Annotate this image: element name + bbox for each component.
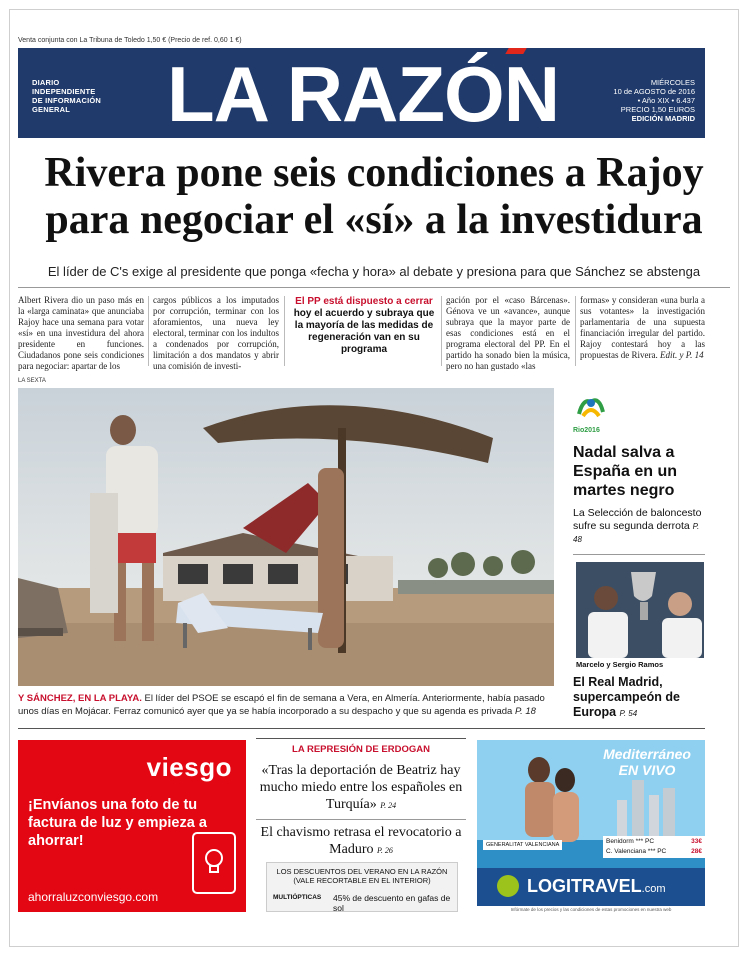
sidebar-story2-ref[interactable]: P. 54 xyxy=(619,709,638,718)
logitravel-logo-icon xyxy=(497,875,519,897)
main-subhead: El líder de C's exige al presidente que ponga «fecha y hora» al debate y presiona para que Sánchez se abstenga xyxy=(47,264,701,279)
top-price-note: Venta conjunta con La Tribuna de Toledo 1,50 € (Precio de ref. 0,60 1 €) xyxy=(18,37,242,44)
beach-photo[interactable] xyxy=(18,388,554,686)
newspaper-logo: LA RAZÓN xyxy=(166,50,560,138)
divider xyxy=(256,819,466,820)
main-headline[interactable]: Rivera pone seis condiciones a Rajoy para negociar el «sí» a la investidura xyxy=(44,150,704,243)
logitravel-brand: LOGITRAVEL.com xyxy=(527,876,666,896)
article-column-4: formas» y consideran «una burla a sus votantes» la investigación parlamentaria de una supuesta financiación irregular del partido. Rajoy contestará hoy a las propuestas de Rivera. Edit. y P. 14 xyxy=(580,295,705,360)
sidebar-story1-text: La Selección de baloncesto sufre su segunda derrota P. 48 xyxy=(573,507,702,544)
lightbulb-icon xyxy=(194,834,234,892)
erdogan-story-ref[interactable]: P. 24 xyxy=(380,801,397,810)
column-divider xyxy=(441,296,442,366)
real-madrid-photo[interactable] xyxy=(576,562,704,658)
caption-page-ref[interactable]: P. 18 xyxy=(514,706,536,717)
rio-logo-icon xyxy=(573,394,609,422)
masthead-tagline: DIARIO INDEPENDIENTE DE INFORMACIÓN GENERAL xyxy=(32,78,102,114)
price-row: Benidorm *** PC 33€ xyxy=(606,838,702,845)
column-divider xyxy=(284,296,285,366)
price-row: C. Valenciana *** PC 28€ xyxy=(606,848,702,855)
column-divider xyxy=(148,296,149,366)
bottom-middle-stories xyxy=(256,738,466,912)
sidebar-story1-ref[interactable]: P. 48 xyxy=(573,522,700,544)
viesgo-ad[interactable] xyxy=(18,740,246,912)
divider xyxy=(18,728,705,729)
article-callout: El PP está dispuesto a cerrar hoy el acuerdo y subraya que la mayoría de las medidas de regeneración van en su programa xyxy=(293,296,435,355)
viesgo-url[interactable]: ahorraluzconviesgo.com xyxy=(28,890,159,904)
article-column-2: cargos públicos a los imputados por corrupción, terminar con los aforamientos, una nueva ley electoral, terminar con los indultos a condenados por corrupción, limitación a dos mandatos y abrir una comisión de investi- xyxy=(153,295,279,371)
logitravel-ad[interactable] xyxy=(477,740,705,906)
phone-bulb-icon xyxy=(192,832,236,894)
masthead-date-info: MIÉRCOLES 10 de AGOSTO de 2016 • Año XIX • 6.437 PRECIO 1,50 EUROS EDICIÓN MADRID xyxy=(613,78,695,123)
sidebar-rio xyxy=(573,394,705,434)
sidebar-story1-title[interactable]: Nadal salva a España en un martes negro xyxy=(573,444,678,499)
maduro-story-ref[interactable]: P. 26 xyxy=(376,846,393,855)
price-table xyxy=(603,836,705,858)
divider xyxy=(18,287,730,288)
photo2-caption: Marcelo y Sergio Ramos xyxy=(576,660,664,669)
promo-text: 45% de descuento en gafas de sol xyxy=(333,893,451,913)
erdogan-section: LA REPRESIÓN DE ERDOGAN xyxy=(292,744,430,755)
viesgo-ad-text: ¡Envíanos una foto de tu factura de luz y empieza a ahorrar! xyxy=(28,797,207,849)
article-column-1: Albert Rivera dio un paso más en la «larga caminata» que anunciaba Rajoy hace una semana para votar «sí» en una investidura del ahora presidente en funciones. Ciudadanos pone seis condiciones para negociar: apartar de los xyxy=(18,295,144,371)
sponsor-logo: GENERALITAT VALENCIANA xyxy=(483,840,562,850)
divider xyxy=(573,554,705,555)
article-column-3: gación por el «caso Bárcenas». Génova ve un «avance», aunque subraya que la mayor parte de esas condiciones está en el programa electoral del PP. En el partido ha sonado bien la música, pero no han gustado «las xyxy=(446,295,570,371)
logitravel-banner xyxy=(477,868,705,906)
summer-discount-promo[interactable] xyxy=(266,862,458,912)
erdogan-story[interactable]: «Tras la deportación de Beatriz hay mucho miedo entre los españoles en Turquía» P. 24 xyxy=(259,763,463,812)
multiopticas-logo: MULTIÓPTICAS xyxy=(273,894,322,901)
logi-headline: Mediterráneo EN VIVO xyxy=(603,746,691,778)
beach-scene-illustration xyxy=(18,388,554,686)
rio-olympics-logo xyxy=(573,394,609,434)
sidebar-story2-title[interactable]: El Real Madrid, supercampeón de Europa P. 54 xyxy=(573,675,680,719)
masthead xyxy=(18,48,705,138)
viesgo-brand: viesgo xyxy=(146,752,232,782)
photo-credit: LA SEXTA xyxy=(18,378,46,384)
maduro-story[interactable]: El chavismo retrasa el revocatorio a Maduro P. 26 xyxy=(260,825,462,857)
promo-title: LOS DESCUENTOS DEL VERANO EN LA RAZÓN (VALE RECORTABLE EN EL INTERIOR) xyxy=(276,867,448,885)
trophy-celebration-illustration xyxy=(576,562,704,658)
divider xyxy=(256,738,466,739)
logi-fine-print: Infórmate de los precios y las condiciones de estas promociones en nuestra web xyxy=(510,907,672,912)
photo-caption: Y SÁNCHEZ, EN LA PLAYA. El líder del PSOE se escapó el fin de semana a Vera, en Almería. Anteriormente, había pasado unos días en Mojácar. Ferraz comunicó ayer que ya se había incorporado a su despacho y que su agenda es privada P. 18 xyxy=(18,693,545,717)
column-divider xyxy=(575,296,576,366)
rio-label: Rio2016 xyxy=(573,427,600,434)
article-page-ref[interactable]: Edit. y P. 14 xyxy=(659,350,704,360)
